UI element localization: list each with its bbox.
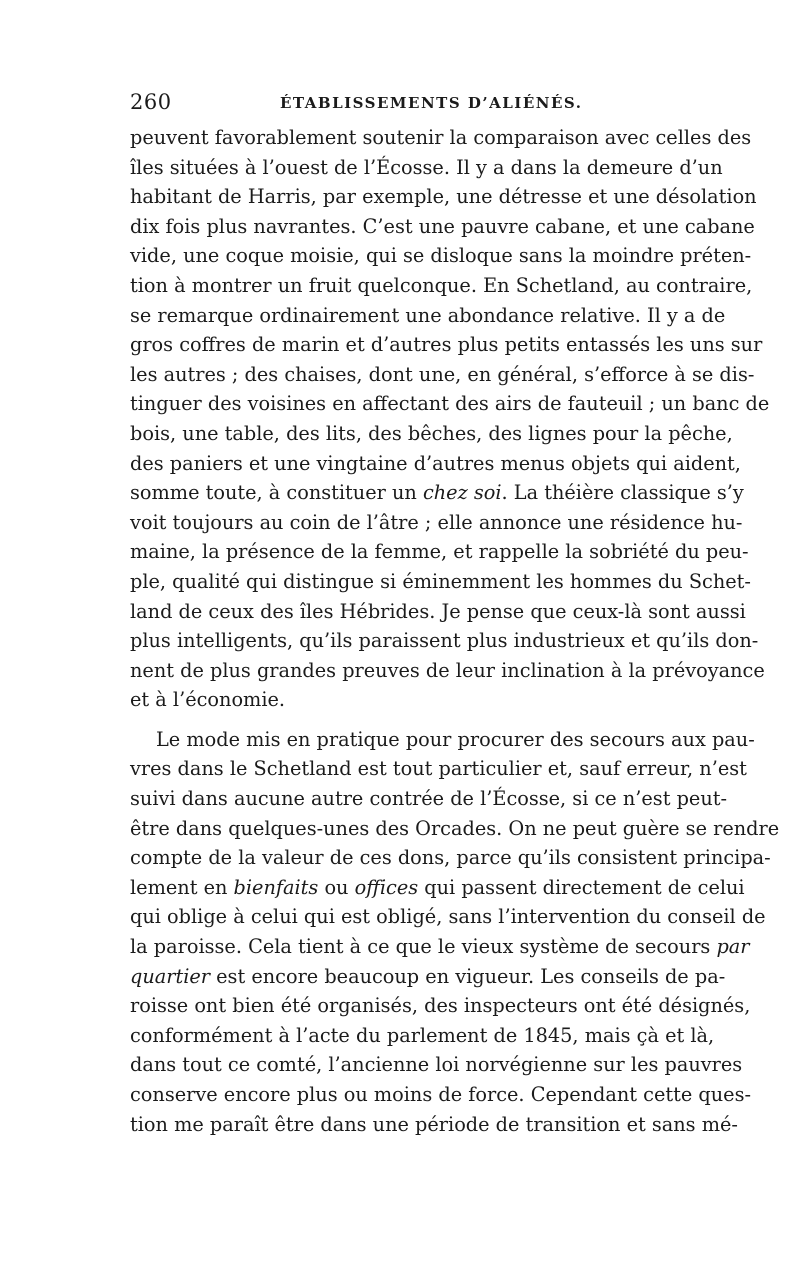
text-run: la paroisse. Cela tient à ce que le vieux système de secours — [130, 935, 717, 959]
text-line: Le mode mis en pratique pour procurer des secours aux pau- — [156, 727, 755, 751]
page-header — [130, 90, 670, 120]
text-line: et à l’économie. — [130, 688, 286, 712]
text-line: des paniers et une vingtaine d’autres menus objets qui aident, — [130, 451, 741, 475]
body-text — [130, 123, 780, 1139]
text-run: qui passent directement de celui — [418, 875, 745, 899]
text-line: suivi dans aucune autre contrée de l’Écosse, si ce n’est peut- — [130, 787, 728, 811]
paragraph — [130, 123, 770, 715]
text-line: compte de la valeur de ces dons, parce qu’ils consistent principa- — [130, 846, 771, 870]
text-line: tinguer des voisines en affectant des airs de fauteuil ; un banc de — [130, 392, 770, 416]
text-line: peuvent favorablement soutenir la comparaison avec celles des — [130, 126, 752, 149]
text-line: gros coffres de marin et d’autres plus petits entassés les uns sur — [130, 333, 763, 357]
italic-text: quartier — [130, 964, 211, 988]
text-line: plus intelligents, qu’ils paraissent plus industrieux et qu’ils don- — [130, 629, 759, 653]
text-line: land de ceux des îles Hébrides. Je pense que ceux-là sont aussi — [130, 599, 746, 623]
text-line: conserve encore plus ou moins de force. Cependant cette ques- — [130, 1083, 751, 1106]
text-line — [130, 932, 750, 962]
text-line: les autres ; des chaises, dont une, en général, s’efforce à se dis- — [130, 362, 755, 386]
text-run: somme toute, à constituer un — [130, 481, 423, 505]
text-line: être dans quelques-unes des Orcades. On ne peut guère se rendre — [130, 816, 780, 840]
text-line: habitant de Harris, par exemple, une détresse et une désolation — [130, 185, 757, 209]
running-title: ÉTABLISSEMENTS D’ALIÉNÉS. — [280, 94, 583, 112]
text-line — [130, 873, 745, 903]
italic-text: bienfaits — [233, 875, 319, 899]
text-line: tion à montrer un fruit quelconque. En Schetland, au contraire, — [130, 273, 753, 297]
text-line: se remarque ordinairement une abondance relative. Il y a de — [130, 303, 726, 327]
text-line: conformément à l’acte du parlement de 1845, mais çà et là, — [130, 1023, 715, 1047]
text-line: nent de plus grandes preuves de leur inclination à la prévoyance — [130, 658, 765, 682]
text-line: roisse ont bien été organisés, des inspecteurs ont été désignés, — [130, 994, 751, 1018]
italic-text: offices — [354, 875, 419, 899]
text-line: dans tout ce comté, l’ancienne loi norvégienne sur les pauvres — [130, 1053, 743, 1077]
italic-text: chez soi — [422, 481, 502, 505]
paragraph — [130, 725, 780, 1139]
paragraph-spacer — [130, 715, 670, 725]
text-line: qui oblige à celui qui est obligé, sans l’intervention du conseil de — [130, 905, 766, 929]
text-line: maine, la présence de la femme, et rappelle la sobriété du peu- — [130, 540, 749, 564]
text-line: ple, qualité qui distingue si éminemment les hommes du Schet- — [130, 569, 751, 593]
text-line: vres dans le Schetland est tout particulier et, sauf erreur, n’est — [130, 757, 747, 781]
text-line: îles situées à l’ouest de l’Écosse. Il y a dans la demeure d’un — [130, 155, 723, 179]
italic-text: par — [716, 935, 750, 959]
text-line: bois, une table, des lits, des bêches, des lignes pour la pêche, — [130, 421, 733, 445]
text-run: est encore beaucoup en vigueur. Les conseils de pa- — [210, 964, 726, 988]
page-number: 260 — [130, 90, 172, 114]
text-run: lement en — [130, 875, 234, 899]
text-run: . La théière classique s’y — [501, 481, 744, 505]
text-line: vide, une coque moisie, qui se disloque sans la moindre préten- — [130, 244, 752, 268]
text-line: dix fois plus navrantes. C’est une pauvre cabane, et une cabane — [130, 214, 755, 238]
text-run: ou — [318, 875, 355, 899]
text-line — [130, 478, 744, 508]
text-line — [130, 962, 726, 992]
text-line: voit toujours au coin de l’âtre ; elle annonce une résidence hu- — [130, 510, 743, 534]
text-line: tion me paraît être dans une période de transition et sans mé- — [130, 1112, 738, 1136]
